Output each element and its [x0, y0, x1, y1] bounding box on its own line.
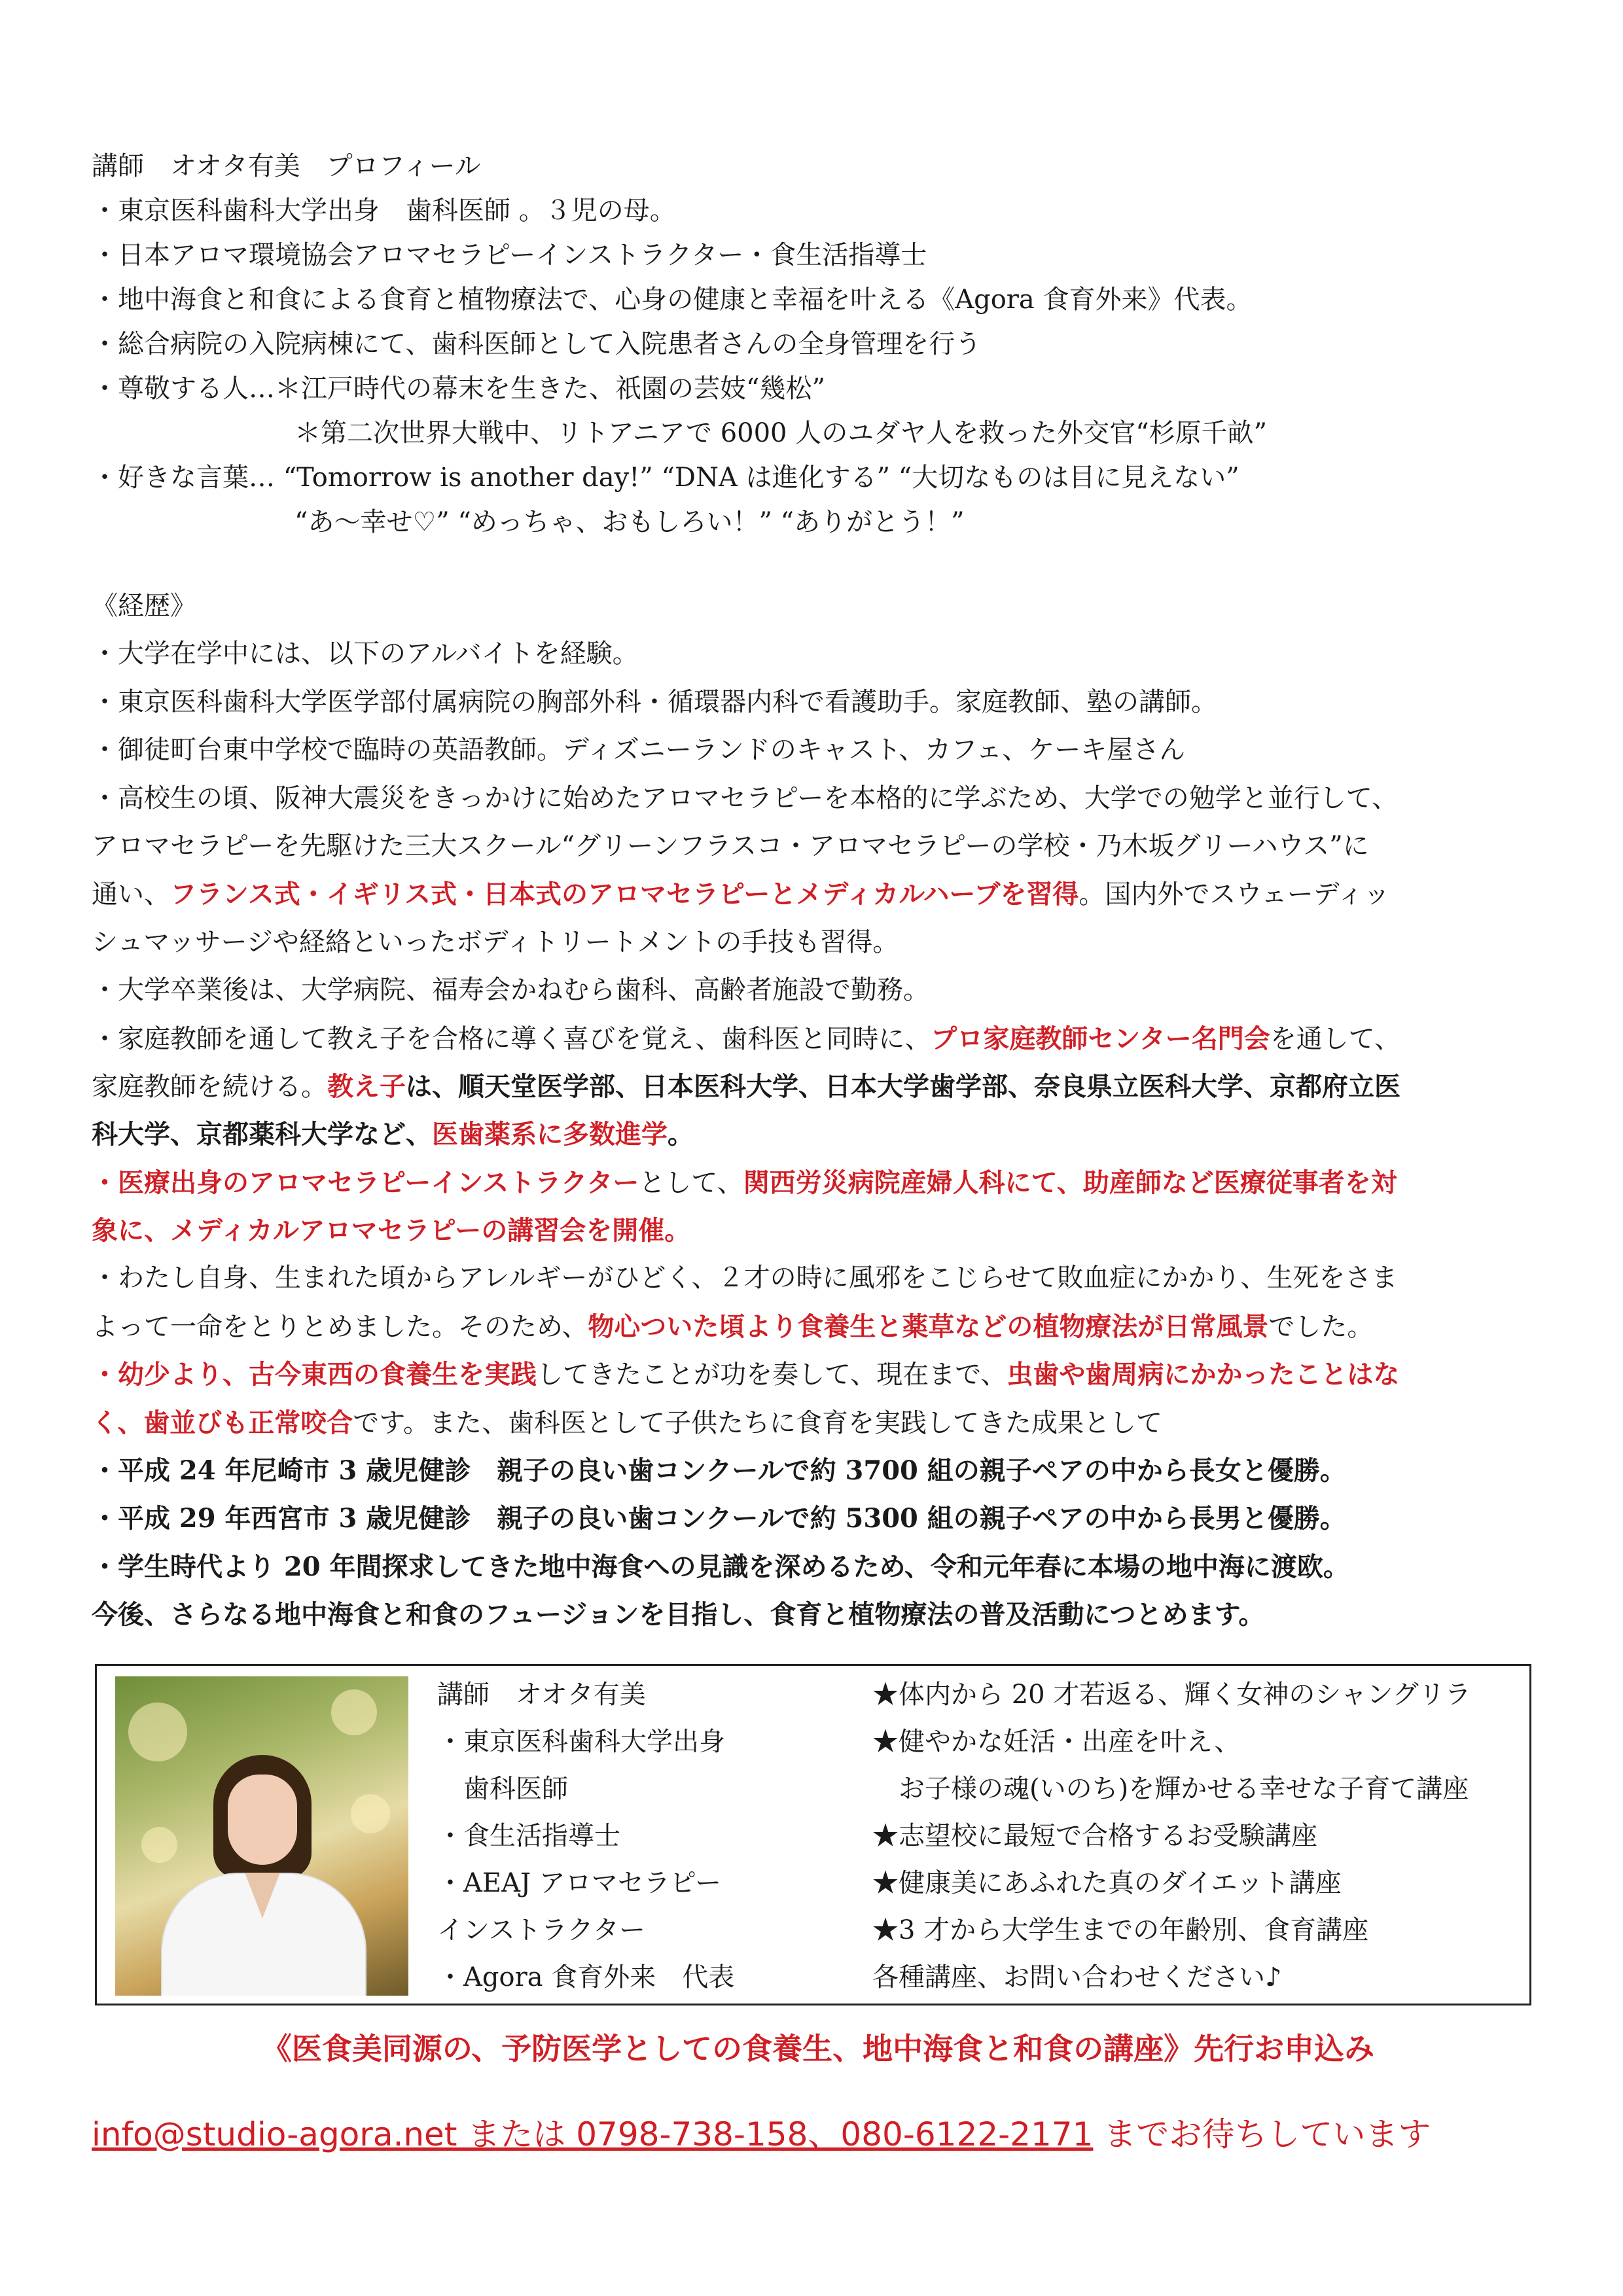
profile-item: ＊第二次世界大戦中、リトアニアで 6000 人のユダヤ人を救った外交官“杉原千畝”	[294, 418, 1268, 448]
profile-item: ・尊敬する人…＊江戸時代の幕末を生きた、祇園の芸妓“幾松”	[92, 374, 825, 404]
career-line	[92, 1159, 1544, 1207]
contact-tail: までお待ちしています	[1093, 2115, 1431, 2153]
profile-item: ・地中海食と和食による食育と植物療法で、心身の健康と幸福を叶える《Agora 食育外来》代表。	[92, 285, 1253, 315]
career-line	[92, 1399, 1544, 1447]
career-text: です。また、歯科医として子供たちに食育を実践してきた成果として	[353, 1407, 1163, 1438]
course-item: ★体内から 20 才若返る、輝く女神のシャングリラ	[872, 1680, 1471, 1710]
career-highlight: く、歯並びも正常咬合	[92, 1407, 353, 1438]
career-line: ・学生時代より 20 年間探求してきた地中海食への見識を深めるため、令和元年春に本場の地中海に渡欧。	[92, 1551, 1349, 1582]
career-text: を通して、	[1270, 1023, 1401, 1054]
career-highlight: 虫歯や歯周病にかかったことはな	[1007, 1359, 1400, 1390]
career-text: ・家庭教師を通して教え子を合格に導く喜びを覚え、歯科医と同時に、	[92, 1023, 931, 1054]
career-text: として、	[639, 1167, 743, 1198]
career-text: 。国内外でスウェーディッ	[1079, 879, 1390, 910]
profile-item: “あ～幸せ♡” “めっちゃ、おもしろい！” “ありがとう！”	[294, 507, 965, 537]
career-highlight: プロ家庭教師センター名門会	[931, 1023, 1270, 1054]
career-text: 科大学、京都薬科大学など、	[92, 1119, 432, 1150]
career-line: ・平成 24 年尼崎市 3 歳児健診 親子の良い歯コンクールで約 3700 組の親子ペアの中から長女と優勝。	[92, 1455, 1346, 1487]
course-item: お子様の魂(いのち)を輝かせる幸せな子育て講座	[872, 1774, 1469, 1804]
career-text: は、順天堂医学部、日本医科大学、日本大学歯学部、奈良県立医科大学、京都府立医	[406, 1070, 1400, 1102]
career-line: ・平成 29 年西宮市 3 歳児健診 親子の良い歯コンクールで約 5300 組の親子ペアの中から長男と優勝。	[92, 1503, 1346, 1534]
course-item: ★健康美にあふれた真のダイエット講座	[872, 1868, 1342, 1898]
profile-section	[92, 144, 1544, 544]
course-item: ★志望校に最短で合格するお受験講座	[872, 1821, 1317, 1851]
career-text: 家庭教師を続ける。	[92, 1071, 327, 1102]
career-text: よって一命をとりとめました。そのため、	[92, 1311, 588, 1342]
box-left-line: ・Agora 食育外来 代表	[437, 1962, 735, 1992]
career-highlight: フランス式・イギリス式・日本式のアロマセラピーとメディカルハーブを習得	[170, 879, 1079, 910]
profile-item: ・好きな言葉… “Tomorrow is another day!” “DNA は進化する” “大切なものは目に見えない”	[92, 463, 1240, 493]
career-line: シュマッサージや経絡といったボディトリートメントの手技も習得。	[92, 927, 899, 957]
box-left-line: ・食生活指導士	[437, 1821, 620, 1851]
career-text: 通い、	[92, 879, 170, 910]
box-left-column	[437, 1671, 817, 2001]
career-text: 。	[668, 1119, 694, 1150]
career-line: ・東京医科歯科大学医学部付属病院の胸部外科・循環器内科で看護助手。家庭教師、塾の講師。	[92, 686, 1217, 717]
contact-link[interactable]: info@studio-agora.net または 0798-738-158、080-6122-2171	[92, 2115, 1094, 2153]
course-item: ★健やかな妊活・出産を叶え、	[872, 1727, 1241, 1757]
career-line	[92, 1303, 1544, 1351]
career-line: ・わたし自身、生まれた頃からアレルギーがひどく、２才の時に風邪をこじらせて敗血症にかかり、生死をさま	[92, 1263, 1398, 1294]
career-text: でした。	[1268, 1311, 1374, 1342]
career-line	[92, 1015, 1544, 1063]
career-line	[92, 1110, 1544, 1158]
box-right-column	[872, 1671, 1527, 2001]
profile-box	[95, 1664, 1531, 2005]
box-left-line: ・AEAJ アロマセラピー	[437, 1868, 722, 1898]
profile-item: ・総合病院の入院病棟にて、歯科医師として入院患者さんの全身管理を行う	[92, 329, 982, 359]
box-left-line: 歯科医師	[437, 1774, 568, 1804]
profile-heading: 講師 オオタ有美 プロフィール	[92, 151, 481, 181]
career-line: 今後、さらなる地中海食と和食のフュージョンを目指し、食育と植物療法の普及活動につとめます。	[92, 1599, 1265, 1631]
career-highlight: 物心ついた頃より食養生と薬草などの植物療法が日常風景	[588, 1311, 1269, 1342]
course-item: ★3 才から大学生までの年齢別、食育講座	[872, 1915, 1369, 1945]
course-announcement: 《医食美同源の、予防医学としての食養生、地中海食と和食の講座》先行お申込み	[261, 2031, 1375, 2066]
career-line: ・御徒町台東中学校で臨時の英語教師。ディズニーランドのキャスト、カフェ、ケーキ屋さん	[92, 735, 1186, 766]
career-highlight: 象に、メディカルアロマセラピーの講習会を開催。	[92, 1215, 691, 1246]
career-highlight: 古今東西の食養生を実践	[249, 1359, 537, 1390]
career-highlight: ・幼少より、	[92, 1359, 249, 1390]
career-line	[92, 870, 1544, 918]
profile-item: ・日本アロマ環境協会アロマセラピーインストラクター・食生活指導士	[92, 240, 927, 270]
contact-line	[92, 2108, 1544, 2155]
box-left-line: インストラクター	[437, 1915, 645, 1945]
career-highlight: 関西労災病院産婦人科にて、助産師など医療従事者を対	[743, 1167, 1397, 1198]
career-line: ・高校生の頃、阪神大震災をきっかけに始めたアロマセラピーを本格的に学ぶため、大学での勉学と並行して、	[92, 783, 1398, 813]
career-highlight: ・医療出身のアロマセラピーインストラクター	[92, 1167, 639, 1198]
career-section	[92, 582, 1544, 1639]
career-text: してきたことが功を奏して、現在まで、	[537, 1360, 1007, 1390]
portrait-photo	[115, 1676, 408, 1996]
career-line	[92, 1063, 1544, 1110]
career-highlight: 教え子	[327, 1070, 406, 1102]
box-left-line: 講師 オオタ有美	[437, 1680, 646, 1710]
career-heading: 《経歴》	[92, 591, 196, 621]
box-left-line: ・東京医科歯科大学出身	[437, 1727, 725, 1757]
career-highlight: 医歯薬系に多数進学	[432, 1119, 668, 1150]
career-line: アロマセラピーを先駆けた三大スクール“グリーンフラスコ・アロマセラピーの学校・乃木坂グリーハウス”に	[92, 830, 1369, 861]
career-line	[92, 1351, 1544, 1398]
profile-item: ・東京医科歯科大学出身 歯科医師 。３児の母。	[92, 196, 676, 226]
career-line: ・大学在学中には、以下のアルバイトを経験。	[92, 639, 639, 669]
career-line: ・大学卒業後は、大学病院、福寿会かねむら歯科、高齢者施設で勤務。	[92, 975, 929, 1006]
course-item: 各種講座、お問い合わせください♪	[872, 1962, 1282, 1992]
